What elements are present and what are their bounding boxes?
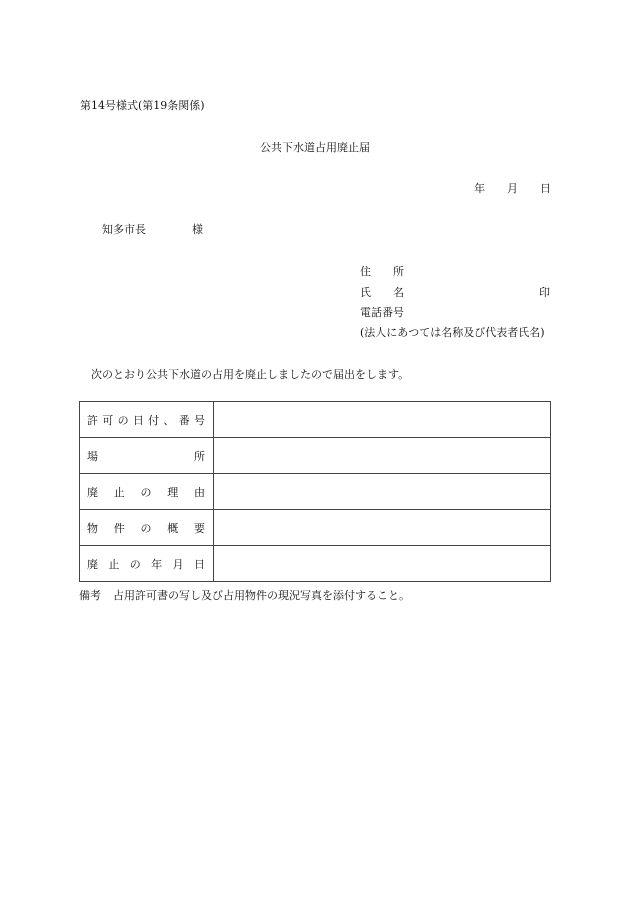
row-label-char: 月 — [172, 557, 184, 571]
row-label — [87, 520, 205, 536]
row-label-cell — [80, 510, 214, 546]
table-row — [80, 402, 551, 438]
remarks-text: 占用許可書の写し及び占用物件の現況写真を添付すること。 — [113, 589, 410, 602]
seal-mark: 印 — [539, 286, 550, 299]
row-label-char: 年 — [151, 557, 163, 571]
row-label-char: の — [140, 521, 152, 535]
statement-text: 次のとおり公共下水道の占用を廃止しましたので届出をします。 — [91, 368, 410, 381]
applicant-address-row — [360, 263, 550, 279]
remarks — [79, 587, 410, 603]
row-label-char: 号 — [193, 413, 205, 427]
table-row — [80, 438, 551, 474]
corporation-note-text: (法人にあつては名称及び代表者氏名) — [360, 326, 545, 339]
row-label-char: 場 — [87, 449, 98, 463]
row-label-char: の — [117, 413, 129, 427]
row-label-cell — [80, 402, 214, 438]
date-year-label: 年 — [474, 182, 485, 195]
row-label — [87, 484, 205, 500]
row-label — [87, 448, 205, 464]
name-label: 氏 名 — [360, 286, 404, 299]
row-value-field[interactable] — [214, 546, 551, 582]
row-label-char: 付 — [148, 413, 160, 427]
row-value-field[interactable] — [214, 438, 551, 474]
table-row — [80, 546, 551, 582]
date-line — [474, 180, 551, 196]
row-label-char: 件 — [113, 521, 125, 535]
row-label-char: 許 — [87, 413, 98, 427]
remarks-label: 備考 — [79, 589, 101, 602]
row-label-char: 止 — [108, 557, 120, 571]
info-table — [79, 401, 551, 582]
row-label-char: 廃 — [87, 485, 98, 499]
form-number: 第14号様式(第19条関係) — [80, 99, 205, 112]
date-month-label: 月 — [507, 182, 518, 195]
row-label-cell — [80, 474, 214, 510]
row-label-cell — [80, 546, 214, 582]
row-label-char: 、 — [163, 413, 175, 427]
row-label — [87, 556, 205, 572]
table-row — [80, 510, 551, 546]
row-label-char: 理 — [167, 485, 179, 499]
row-label — [87, 412, 205, 428]
table-row — [80, 474, 551, 510]
row-label-char: 所 — [194, 449, 205, 463]
recipient-honorific: 様 — [192, 223, 203, 236]
row-label-cell — [80, 438, 214, 474]
row-label-char: 廃 — [87, 557, 98, 571]
applicant-name-row — [360, 284, 550, 300]
row-label-char: 物 — [87, 521, 98, 535]
row-label-char: 可 — [102, 413, 114, 427]
recipient-line — [102, 221, 203, 237]
row-label-char: の — [140, 485, 152, 499]
applicant-phone-row — [360, 304, 550, 320]
corporation-note — [360, 324, 550, 340]
row-label-char: の — [129, 557, 141, 571]
date-day-label: 日 — [540, 182, 551, 195]
row-label-char: 概 — [167, 521, 179, 535]
recipient-name: 知多市長 — [102, 223, 146, 236]
row-label-char: 由 — [194, 485, 205, 499]
address-label: 住 所 — [360, 265, 404, 278]
row-label-char: 止 — [113, 485, 125, 499]
row-label-char: 日 — [193, 557, 205, 571]
document-title: 公共下水道占用廃止届 — [260, 141, 370, 154]
row-label-char: 要 — [194, 521, 205, 535]
row-value-field[interactable] — [214, 510, 551, 546]
row-value-field[interactable] — [214, 402, 551, 438]
row-label-char: 日 — [132, 413, 144, 427]
row-label-char: 番 — [178, 413, 190, 427]
phone-label: 電話番号 — [360, 306, 404, 319]
row-value-field[interactable] — [214, 474, 551, 510]
